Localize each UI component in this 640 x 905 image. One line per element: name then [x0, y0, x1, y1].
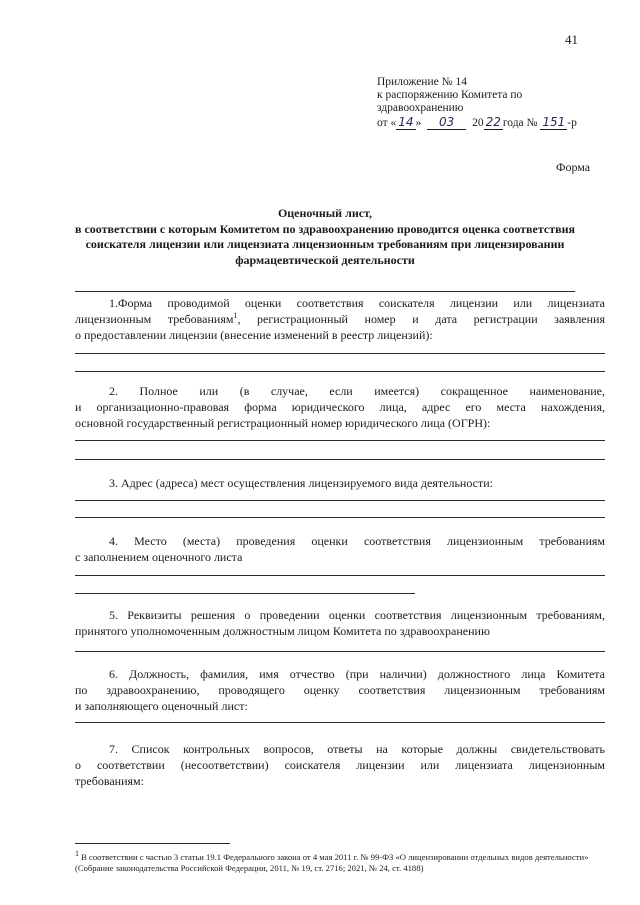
item-7 — [75, 741, 605, 789]
fill-line — [75, 440, 605, 441]
item-7-line-3: требованиям: — [75, 774, 144, 788]
title-line-1: Оценочный лист, — [277, 206, 373, 220]
year-suffix: года № — [502, 116, 538, 129]
item-6-line-1: 6. Должность, фамилия, имя отчество (при наличии) должностного лица Комитета — [109, 667, 605, 681]
year-prefix: 20 — [472, 116, 484, 129]
fill-line — [75, 459, 605, 460]
item-4-line-1: 4. Место (места) проведения оценки соответствия лицензионным требованиям — [109, 534, 605, 548]
item-5 — [75, 607, 605, 639]
appendix-line-1: Приложение № 14 — [377, 76, 467, 88]
footnote-text: В соответствии с частью 3 статьи 19.1 Федерального закона от 4 мая 2011 г. № 99-ФЗ «О лицензировании отдельных видов деятельности» (Собрание законодательства Российской Федерации, 2011, № 19, ст. 2716; 2021, № 24, ст. 4188) — [75, 852, 589, 873]
item-6-line-2: по здравоохранению, проводящего оценку соответствия лицензионным требованиям — [75, 683, 605, 697]
handwritten-day: 14 — [398, 114, 414, 129]
document-title — [40, 206, 610, 268]
title-line-3: соискателя лицензии или лицензиата лицензионным требованиям при лицензировании — [85, 237, 565, 251]
fill-line — [75, 593, 415, 594]
fill-line — [75, 575, 605, 576]
fill-line — [75, 371, 605, 372]
item-5-line-2: принятого уполномоченным должностным лицом Комитета по здравоохранению — [75, 624, 490, 638]
item-1-line-3: о предоставлении лицензии (внесение изменений в реестр лицензий): — [75, 328, 433, 342]
fill-line — [75, 500, 605, 501]
item-5-line-1: 5. Реквизиты решения о проведении оценки соответствия лицензионным требованиям, — [109, 608, 605, 622]
item-3-line-1: 3. Адрес (адреса) мест осуществления лицензируемого вида деятельности: — [109, 476, 493, 490]
footnote-separator — [75, 843, 230, 844]
handwritten-year: 22 — [485, 114, 501, 129]
item-6-line-3: и заполняющего оценочный лист: — [75, 699, 248, 713]
fill-line — [75, 517, 605, 518]
footnote — [75, 849, 605, 874]
title-line-4: фармацевтической деятельности — [235, 252, 415, 267]
footnote-mark: 1 — [75, 849, 79, 859]
appendix-line-3: здравоохранению — [377, 102, 464, 115]
item-2-line-3: основной государственный регистрационный номер юридического лица (ОГРН): — [75, 416, 491, 430]
item-6 — [75, 666, 605, 714]
handwritten-number: 151 — [542, 114, 566, 129]
item-7-line-1: 7. Список контрольных вопросов, ответы на которые должны свидетельствовать — [109, 742, 605, 756]
handwritten-month: 03 — [427, 115, 466, 130]
form-label: Форма — [556, 160, 591, 174]
appendix-line-2: к распоряжению Комитета по — [377, 89, 523, 102]
fill-line — [75, 353, 605, 354]
date-prefix: от « — [377, 116, 397, 129]
item-1-line-1: 1.Форма проводимой оценки соответствия соискателя лицензии или лицензиата — [109, 296, 605, 310]
footnote-ref: 1 — [233, 311, 238, 320]
title-line-2: в соответствии с которым Комитетом по здравоохранению проводится оценка соответствия — [74, 221, 576, 236]
item-2-line-1: 2. Полное или (в случае, если имеется) сокращенное наименование, — [109, 384, 605, 398]
page-number: 41 — [565, 32, 578, 47]
appendix-block — [377, 76, 607, 130]
item-1 — [75, 295, 605, 343]
item-3 — [75, 475, 605, 491]
item-4-line-2: с заполнением оценочного листа — [75, 550, 243, 564]
appendix-date-line — [377, 116, 607, 130]
item-7-line-2: о соответствии (несоответствии) соискателя лицензии или лицензиата лицензионным — [75, 758, 605, 772]
fill-line — [75, 651, 605, 652]
item-4 — [75, 533, 605, 565]
date-mid: » — [415, 116, 422, 129]
fill-line — [75, 722, 605, 723]
item-2 — [75, 383, 605, 431]
number-suffix: -р — [567, 116, 577, 129]
item-1-line-2: лицензионным требованиям$^1$, регистрационный номер и дата регистрации заявления — [75, 311, 605, 326]
item-2-line-2: и организационно-правовая форма юридического лица, адрес его места нахождения, — [75, 400, 605, 414]
fill-line — [75, 291, 575, 292]
